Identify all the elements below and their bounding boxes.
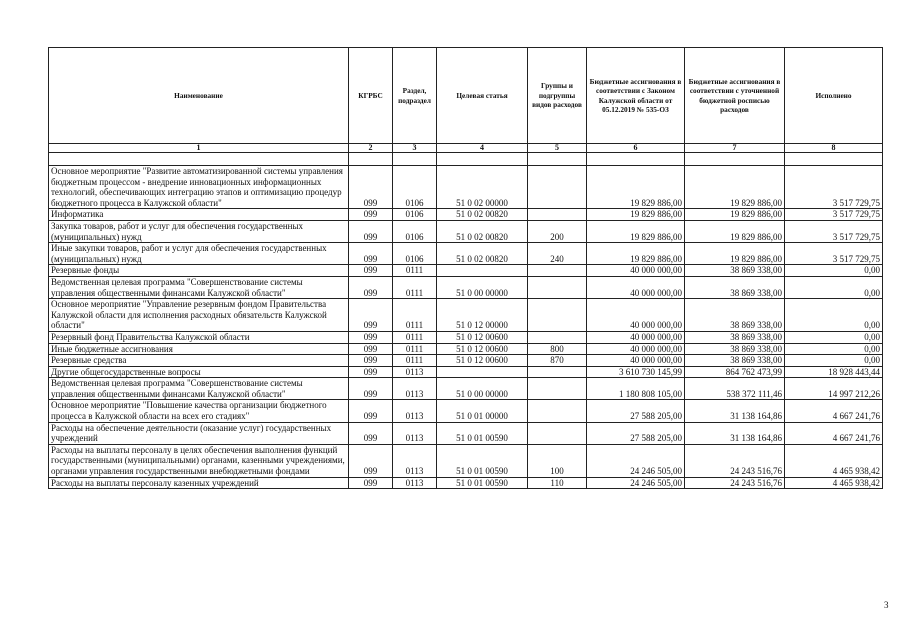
cell-target: 51 0 02 00820 (437, 209, 528, 221)
cell-name: Основное мероприятие "Повышение качества организации бюджетного процесса в Калужской области на всех его стадиях" (49, 400, 349, 422)
table-row (49, 444, 883, 477)
page-number: 3 (884, 600, 889, 610)
cell-kgrbs: 099 (349, 331, 393, 343)
cell-name: Ведомственная целевая программа "Совершенствование системы управления общественными финансами Калужской области" (49, 276, 349, 298)
cell-section: 0111 (393, 265, 437, 277)
cell-group (528, 331, 587, 343)
cell-section: 0113 (393, 422, 437, 444)
cell-executed: 4 465 938,42 (785, 444, 883, 477)
cell-refined: 19 829 886,00 (685, 220, 785, 242)
cell-target: 51 0 12 00600 (437, 343, 528, 355)
table-body (49, 166, 883, 489)
table-row (49, 220, 883, 242)
cell-name: Ведомственная целевая программа "Совершенствование системы управления общественными финансами Калужской области" (49, 378, 349, 400)
table-row (49, 378, 883, 400)
cell-executed: 3 517 729,75 (785, 243, 883, 265)
cell-kgrbs: 099 (349, 276, 393, 298)
cell-kgrbs: 099 (349, 378, 393, 400)
cell-law: 40 000 000,00 (587, 355, 685, 367)
cell-target: 51 0 12 00600 (437, 331, 528, 343)
cell-group: 110 (528, 477, 587, 489)
cell-section: 0111 (393, 343, 437, 355)
cell-refined: 864 762 473,99 (685, 366, 785, 378)
cell-group: 240 (528, 243, 587, 265)
cell-name: Основное мероприятие "Управление резервным фондом Правительства Калужской области для исполнения расходных обязательств Калужской области" (49, 299, 349, 332)
cell-target: 51 0 12 00600 (437, 355, 528, 367)
cell-target: 51 0 00 00000 (437, 378, 528, 400)
column-number: 6 (587, 144, 685, 153)
cell-name: Иные бюджетные ассигнования (49, 343, 349, 355)
column-number: 7 (685, 144, 785, 153)
cell-group: 870 (528, 355, 587, 367)
cell-kgrbs: 099 (349, 444, 393, 477)
cell-section: 0106 (393, 243, 437, 265)
cell-name: Основное мероприятие "Развитие автоматизированной системы управления бюджетным процессом - внедрение инновационных информационных технологий, обеспечивающих интеграцию этапов и оптимизацию процедур бюджетного процесса в Калужской области" (49, 166, 349, 209)
cell-law: 3 610 730 145,99 (587, 366, 685, 378)
header-law: Бюджетные ассигнования в соответствии с Законом Калужской области от 05.12.2019 № 535-ОЗ (587, 48, 685, 144)
cell-kgrbs: 099 (349, 366, 393, 378)
cell-name: Резервные фонды (49, 265, 349, 277)
cell-target: 51 0 00 00000 (437, 276, 528, 298)
cell-law: 40 000 000,00 (587, 343, 685, 355)
cell-refined: 24 243 516,76 (685, 444, 785, 477)
cell-group (528, 265, 587, 277)
cell-executed: 0,00 (785, 276, 883, 298)
cell-section: 0113 (393, 366, 437, 378)
cell-refined: 38 869 338,00 (685, 343, 785, 355)
header-target: Целевая статья (437, 48, 528, 144)
cell-name: Информатика (49, 209, 349, 221)
table-row (49, 366, 883, 378)
cell-law: 27 588 205,00 (587, 400, 685, 422)
column-number: 1 (49, 144, 349, 153)
table-row (49, 343, 883, 355)
cell-target: 51 0 12 00000 (437, 299, 528, 332)
cell-refined: 538 372 111,46 (685, 378, 785, 400)
cell-law: 40 000 000,00 (587, 276, 685, 298)
cell-kgrbs: 099 (349, 220, 393, 242)
cell-refined: 38 869 338,00 (685, 265, 785, 277)
cell-executed: 0,00 (785, 299, 883, 332)
cell-section: 0111 (393, 331, 437, 343)
table-row (49, 276, 883, 298)
cell-refined: 38 869 338,00 (685, 331, 785, 343)
cell-kgrbs: 099 (349, 355, 393, 367)
cell-executed: 18 928 443,44 (785, 366, 883, 378)
cell-group (528, 378, 587, 400)
cell-executed: 0,00 (785, 355, 883, 367)
cell-group: 100 (528, 444, 587, 477)
cell-refined: 19 829 886,00 (685, 209, 785, 221)
cell-kgrbs: 099 (349, 299, 393, 332)
cell-section: 0113 (393, 378, 437, 400)
cell-kgrbs: 099 (349, 343, 393, 355)
cell-executed: 0,00 (785, 343, 883, 355)
cell-group (528, 366, 587, 378)
cell-refined: 31 138 164,86 (685, 400, 785, 422)
cell-refined: 19 829 886,00 (685, 243, 785, 265)
cell-target (437, 265, 528, 277)
cell-target: 51 0 01 00590 (437, 477, 528, 489)
cell-refined: 19 829 886,00 (685, 166, 785, 209)
cell-target: 51 0 02 00000 (437, 166, 528, 209)
column-number: 3 (393, 144, 437, 153)
cell-law: 40 000 000,00 (587, 265, 685, 277)
cell-section: 0106 (393, 166, 437, 209)
cell-refined: 24 243 516,76 (685, 477, 785, 489)
header-refined: Бюджетные ассигнования в соответствии с уточненной бюджетной росписью расходов (685, 48, 785, 144)
cell-group (528, 400, 587, 422)
cell-target: 51 0 02 00820 (437, 243, 528, 265)
cell-executed: 0,00 (785, 265, 883, 277)
cell-kgrbs: 099 (349, 166, 393, 209)
column-number: 5 (528, 144, 587, 153)
table-row (49, 331, 883, 343)
table-row (49, 422, 883, 444)
cell-law: 19 829 886,00 (587, 209, 685, 221)
cell-target: 51 0 01 00000 (437, 400, 528, 422)
cell-law: 40 000 000,00 (587, 299, 685, 332)
table-row (49, 166, 883, 209)
cell-target: 51 0 02 00820 (437, 220, 528, 242)
cell-executed: 3 517 729,75 (785, 220, 883, 242)
cell-group (528, 166, 587, 209)
cell-section: 0111 (393, 276, 437, 298)
table-row (49, 299, 883, 332)
cell-law: 24 246 505,00 (587, 477, 685, 489)
cell-law: 19 829 886,00 (587, 166, 685, 209)
cell-name: Расходы на выплаты персоналу казенных учреждений (49, 477, 349, 489)
cell-law: 40 000 000,00 (587, 331, 685, 343)
cell-name: Резервный фонд Правительства Калужской области (49, 331, 349, 343)
column-number: 2 (349, 144, 393, 153)
cell-section: 0106 (393, 209, 437, 221)
header-group: Группы и подгруппы видов расходов (528, 48, 587, 144)
cell-group (528, 276, 587, 298)
cell-executed: 14 997 212,26 (785, 378, 883, 400)
cell-executed: 3 517 729,75 (785, 166, 883, 209)
cell-executed: 4 667 241,76 (785, 400, 883, 422)
cell-section: 0106 (393, 220, 437, 242)
header-name: Наименование (49, 48, 349, 144)
cell-name: Иные закупки товаров, работ и услуг для обеспечения государственных (муниципальных) нужд (49, 243, 349, 265)
header-kgrbs: КГРБС (349, 48, 393, 144)
budget-table (48, 47, 883, 489)
cell-section: 0113 (393, 400, 437, 422)
cell-executed: 0,00 (785, 331, 883, 343)
cell-section: 0111 (393, 355, 437, 367)
cell-section: 0113 (393, 444, 437, 477)
cell-group (528, 209, 587, 221)
table-row (49, 265, 883, 277)
cell-law: 27 588 205,00 (587, 422, 685, 444)
header-executed: Исполнено (785, 48, 883, 144)
table-row (49, 243, 883, 265)
cell-law: 24 246 505,00 (587, 444, 685, 477)
cell-group (528, 422, 587, 444)
cell-executed: 3 517 729,75 (785, 209, 883, 221)
table-row (49, 355, 883, 367)
cell-law: 1 180 808 105,00 (587, 378, 685, 400)
cell-refined: 38 869 338,00 (685, 299, 785, 332)
cell-target (437, 366, 528, 378)
cell-refined: 38 869 338,00 (685, 355, 785, 367)
column-number: 4 (437, 144, 528, 153)
cell-section: 0111 (393, 299, 437, 332)
cell-name: Резервные средства (49, 355, 349, 367)
cell-target: 51 0 01 00590 (437, 444, 528, 477)
column-number: 8 (785, 144, 883, 153)
cell-name: Расходы на выплаты персоналу в целях обеспечения выполнения функций государственными (муниципальными) органами, казенными учреждениями, органами управления государственными внебюджетными фондами (49, 444, 349, 477)
cell-executed: 4 667 241,76 (785, 422, 883, 444)
cell-group: 800 (528, 343, 587, 355)
table-row (49, 209, 883, 221)
cell-name: Расходы на обеспечение деятельности (оказание услуг) государственных учреждений (49, 422, 349, 444)
cell-name: Закупка товаров, работ и услуг для обеспечения государственных (муниципальных) нужд (49, 220, 349, 242)
cell-law: 19 829 886,00 (587, 243, 685, 265)
table-row (49, 400, 883, 422)
cell-refined: 31 138 164,86 (685, 422, 785, 444)
cell-law: 19 829 886,00 (587, 220, 685, 242)
cell-kgrbs: 099 (349, 209, 393, 221)
cell-target: 51 0 01 00590 (437, 422, 528, 444)
cell-name: Другие общегосударственные вопросы (49, 366, 349, 378)
cell-kgrbs: 099 (349, 265, 393, 277)
cell-kgrbs: 099 (349, 422, 393, 444)
header-section: Раздел, подраздел (393, 48, 437, 144)
cell-section: 0113 (393, 477, 437, 489)
cell-kgrbs: 099 (349, 477, 393, 489)
cell-group (528, 299, 587, 332)
table-row (49, 477, 883, 489)
cell-kgrbs: 099 (349, 243, 393, 265)
cell-executed: 4 465 938,42 (785, 477, 883, 489)
cell-kgrbs: 099 (349, 400, 393, 422)
cell-group: 200 (528, 220, 587, 242)
cell-refined: 38 869 338,00 (685, 276, 785, 298)
